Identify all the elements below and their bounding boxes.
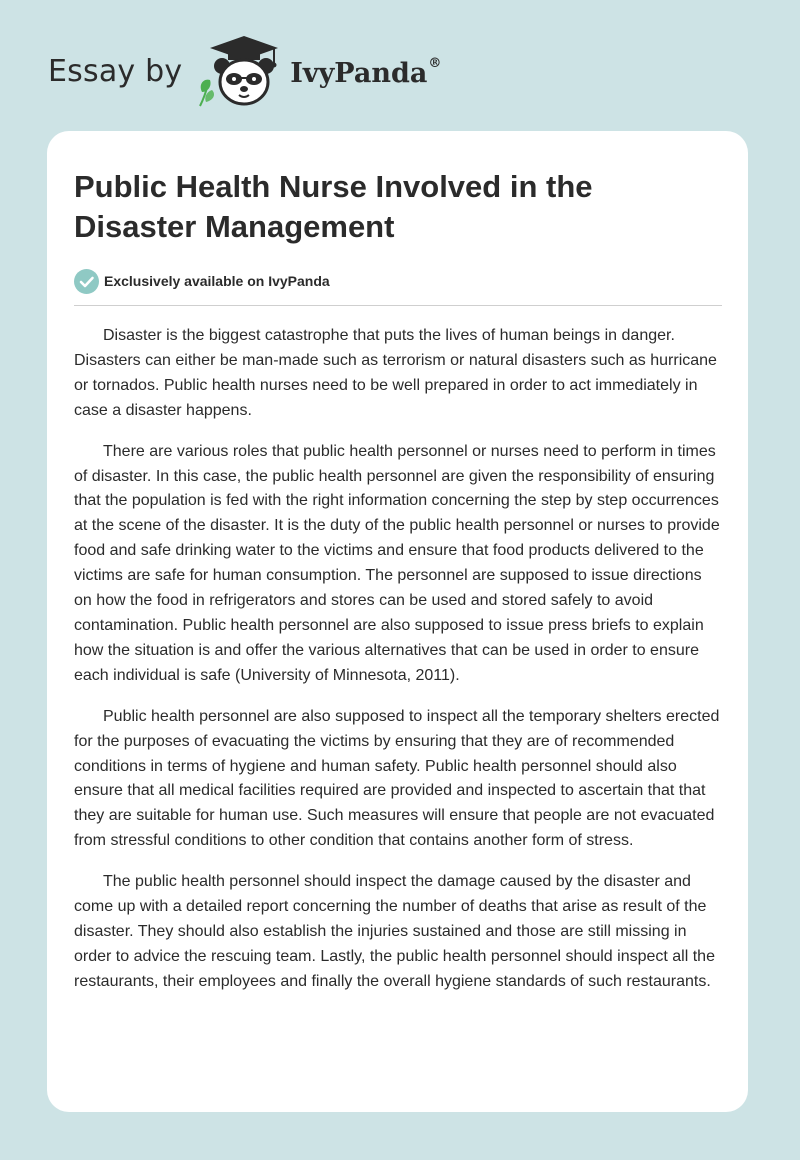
paragraph: Public health personnel are also supposed to inspect all the temporary shelters erected for the purposes of evacuating the victims by ensuring that they are of recommended conditions in terms of hygiene and human safety. Public health personnel should also ensure that all medical facilities required are provided and inspected to ascertain that that they are suitable for human use. Such measures will ensure that people are not evacuated from stressful conditions to other condition that contains another form of stress. xyxy=(74,707,720,850)
panda-logo-icon[interactable] xyxy=(194,34,286,108)
badge-label: Exclusively available on IvyPanda xyxy=(104,273,330,289)
checkmark-circle-icon xyxy=(74,269,99,294)
page-title: Public Health Nurse Involved in the Disaster Management xyxy=(74,169,593,244)
paragraph: The public health personnel should inspect the damage caused by the disaster and come up with a detailed report concerning the number of deaths that arise as result of the disaster. They should also establish the injuries sustained and those are still missing in order to advice the rescuing team. Lastly, the public health personnel should inspect all the restaurants, their employees and finally the overall hygiene standards of such restaurants. xyxy=(74,873,715,990)
paragraph: There are various roles that public health personnel or nurses need to perform in times of disaster. In this case, the public health personnel are given the responsibility of ensuring that the population is fed with the right information concerning the step by step occurrences at the scene of the disaster. It is the duty of the public health personnel or nurses to provide food and safe drinking water to the victims and ensure that food products delivered to the victims are safe for human consumption. The personnel are supposed to issue directions on how the food in refrigerators and stores can be used and stored safely to avoid contamination. Public health personnel are also supposed to issue press briefs to explain how the situation is and offer the various alternatives that can be used in order to ensure each individual is safe (University of Minnesota, 2011). xyxy=(74,442,720,684)
exclusive-badge xyxy=(74,268,722,294)
registered-mark: ® xyxy=(428,55,442,71)
essay-body xyxy=(74,324,722,995)
divider xyxy=(74,305,722,306)
paragraph: Disaster is the biggest catastrophe that puts the lives of human beings in danger. Disasters can either be man-made such as terrorism or natural disasters such as hurricane or tornados. Public health nurses need to be well prepared in order to act immediately in case a disaster happens. xyxy=(74,327,717,419)
essay-card xyxy=(47,131,748,1112)
site-header xyxy=(48,34,441,108)
essay-by-label: Essay by xyxy=(48,53,183,89)
brand-name[interactable]: IvyPanda® xyxy=(290,55,442,89)
